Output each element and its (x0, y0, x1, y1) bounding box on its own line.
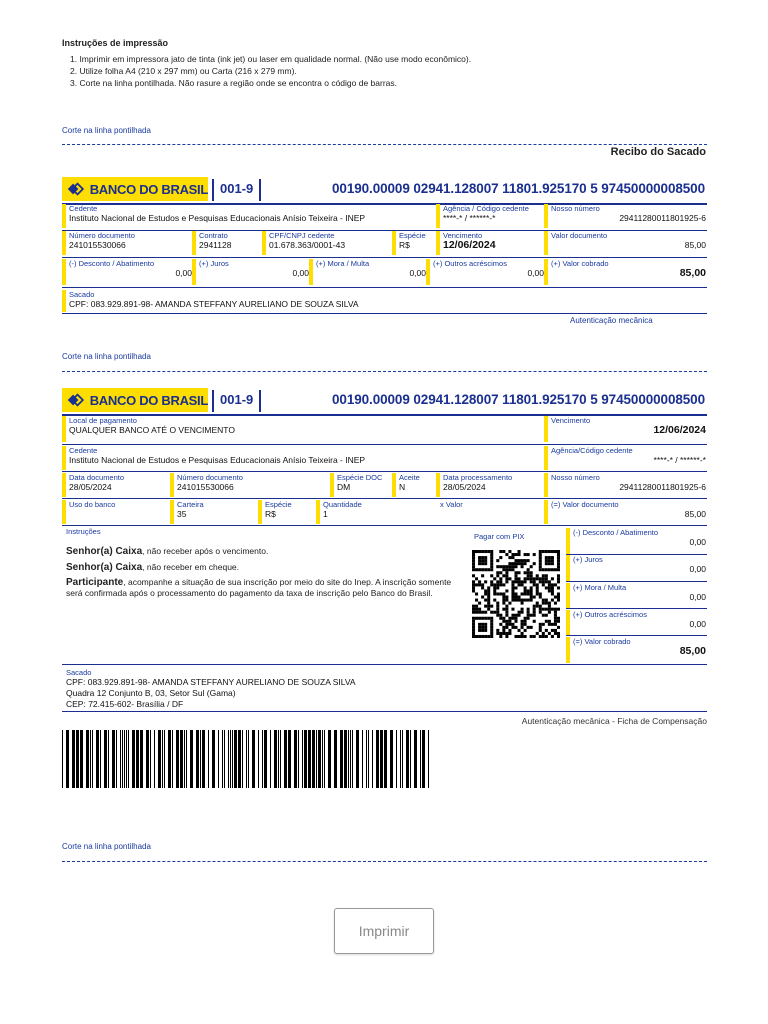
ficha-carteira: Carteira 35 (170, 500, 258, 524)
barcode-bar (402, 730, 403, 788)
barcode-bar (222, 730, 223, 788)
barcode-bar (316, 730, 317, 788)
barcode-bar (124, 730, 125, 788)
barcode-bar (334, 730, 337, 788)
barcode-bar (146, 730, 149, 788)
bank-logo-icon (66, 392, 84, 408)
receipt-title: Recibo do Sacado (610, 146, 706, 158)
bank-code: 001-9 (212, 179, 261, 201)
barcode-bar (140, 730, 143, 788)
barcode-bar (420, 730, 421, 788)
pix-label: Pagar com PIX (474, 532, 525, 541)
barcode-bar (100, 730, 101, 788)
cut-line (62, 861, 707, 862)
barcode-bar (396, 730, 397, 788)
ficha-numero-documento: Número documento 241015530066 (170, 473, 330, 497)
barcode-bar (390, 730, 393, 788)
barcode-bar (400, 730, 401, 788)
barcode (62, 730, 438, 788)
barcode-bar (122, 730, 123, 788)
bank-name: BANCO DO BRASIL (89, 181, 208, 197)
receipt-mora: (+) Mora / Multa 0,00 (309, 259, 426, 285)
receipt-nosso-numero: Nosso número 29411280011801925-6 (544, 204, 706, 228)
barcode-bar (176, 730, 179, 788)
barcode-bar (162, 730, 163, 788)
barcode-bar (202, 730, 205, 788)
ficha-caixa-1: Senhor(a) Caixa, não receber após o vencimento. (66, 546, 269, 557)
barcode-bar (340, 730, 343, 788)
receipt-cedente: Cedente Instituto Nacional de Estudos e Pesquisas Educacionais Anísio Teixeira - INEP (62, 204, 436, 228)
ficha-x-valor: x Valor (440, 500, 463, 509)
barcode-bar (150, 730, 151, 788)
barcode-bar (212, 730, 215, 788)
barcode-bar (258, 730, 259, 788)
barcode-bar (232, 730, 233, 788)
barcode-bar (280, 730, 281, 788)
receipt-numero-documento: Número documento 241015530066 (62, 231, 192, 255)
barcode-bar (264, 730, 267, 788)
barcode-bar (356, 730, 359, 788)
cut-line (62, 371, 707, 372)
barcode-bar (294, 730, 297, 788)
linha-digitavel: 00190.00009 02941.128007 11801.925170 5 97450000008500 (332, 181, 705, 196)
barcode-bar (128, 730, 129, 788)
barcode-bar (410, 730, 411, 788)
receipt-valor-documento: Valor documento 85,00 (544, 231, 706, 255)
ficha-juros: (+) Juros 0,00 (566, 555, 706, 581)
print-button[interactable]: Imprimir (334, 908, 434, 954)
barcode-bar (324, 730, 325, 788)
cut-line-label: Corte na linha pontilhada (62, 352, 151, 361)
barcode-bar (108, 730, 109, 788)
ficha-valor-documento: (=) Valor documento 85,00 (544, 500, 706, 524)
barcode-bar (120, 730, 121, 788)
ficha-autenticacao: Autenticação mecânica - Ficha de Compensação (521, 716, 707, 726)
barcode-bar (368, 730, 369, 788)
ficha-quantidade: Quantidade 1 (316, 500, 436, 524)
ficha-valor-cobrado: (=) Valor cobrado 85,00 (566, 637, 706, 663)
barcode-bar (252, 730, 255, 788)
cut-line-label: Corte na linha pontilhada (62, 126, 151, 135)
barcode-bar (180, 730, 183, 788)
barcode-bar (262, 730, 263, 788)
receipt-outros: (+) Outros acréscimos 0,00 (426, 259, 544, 285)
barcode-bar (90, 730, 91, 788)
barcode-bar (224, 730, 225, 788)
receipt-cpf-cnpj: CPF/CNPJ cedente 01.678.363/0001-43 (262, 231, 392, 255)
ficha-nosso-numero: Nosso número 29411280011801925-6 (544, 473, 706, 497)
bank-name: BANCO DO BRASIL (89, 392, 208, 408)
barcode-bar (228, 730, 229, 788)
barcode-bar (344, 730, 347, 788)
barcode-bar (284, 730, 287, 788)
barcode-bar (72, 730, 75, 788)
receipt-agencia: Agência / Código cedente ****-* / ******-* (436, 204, 544, 228)
barcode-bar (322, 730, 323, 788)
barcode-bar (96, 730, 99, 788)
receipt-sacado: Sacado CPF: 083.929.891-98- AMANDA STEFFANY AURELIANO DE SOUZA SILVA (62, 290, 707, 312)
barcode-bar (116, 730, 117, 788)
instruction-item: 1. Imprimir em impressora jato de tinta (ink jet) ou laser em qualidade normal. (Não use modo econômico). (70, 54, 472, 64)
barcode-bar (168, 730, 171, 788)
ficha-data-processamento: Data processamento 28/05/2024 (436, 473, 544, 497)
barcode-bar (62, 730, 63, 788)
linha-digitavel: 00190.00009 02941.128007 11801.925170 5 97450000008500 (332, 392, 705, 407)
barcode-bar (302, 730, 303, 788)
barcode-bar (350, 730, 351, 788)
print-instructions-title: Instruções de impressão (62, 38, 169, 48)
receipt-desconto: (-) Desconto / Abatimento 0,00 (62, 259, 192, 285)
barcode-bar (414, 730, 417, 788)
barcode-bar (366, 730, 367, 788)
receipt-contrato: Contrato 2941128 (192, 231, 262, 255)
barcode-bar (136, 730, 139, 788)
barcode-bar (76, 730, 79, 788)
ficha-especie-doc: Espécie DOC DM (330, 473, 392, 497)
ficha-desconto: (-) Desconto / Abatimento 0,00 (566, 528, 706, 554)
barcode-bar (298, 730, 299, 788)
ficha-aceite: Aceite N (392, 473, 436, 497)
barcode-bar (158, 730, 161, 788)
ficha-sacado: Sacado CPF: 083.929.891-98- AMANDA STEFFANY AURELIANO DE SOUZA SILVA Quadra 12 Conjunto B, 03, Setor Sul (Gama) CEP: 72.415-602- Brasília / DF (66, 668, 356, 709)
barcode-bar (208, 730, 209, 788)
barcode-bar (242, 730, 243, 788)
barcode-bar (372, 730, 373, 788)
receipt-especie: Espécie R$ (392, 231, 436, 255)
ficha-vencimento: Vencimento 12/06/2024 (544, 416, 706, 442)
barcode-bar (248, 730, 249, 788)
barcode-bar (92, 730, 93, 788)
barcode-bar (312, 730, 315, 788)
barcode-bar (406, 730, 409, 788)
instruction-item: 3. Corte na linha pontilhada. Não rasure a região onde se encontra o código de barras. (70, 78, 397, 88)
bank-logo (62, 388, 208, 412)
barcode-bar (172, 730, 173, 788)
print-instructions-list (70, 53, 471, 89)
ficha-cedente: Cedente Instituto Nacional de Estudos e Pesquisas Educacionais Anísio Teixeira - INEP (62, 446, 544, 470)
ficha-agencia: Agência/Código cedente ****-* / ******-* (544, 446, 706, 470)
barcode-bar (348, 730, 349, 788)
barcode-bar (86, 730, 89, 788)
barcode-bar (112, 730, 115, 788)
receipt-bank-header (62, 177, 707, 207)
barcode-bar (376, 730, 379, 788)
barcode-bar (308, 730, 311, 788)
barcode-bar (270, 730, 271, 788)
barcode-bar (422, 730, 425, 788)
ficha-outros: (+) Outros acréscimos 0,00 (566, 610, 706, 636)
barcode-bar (428, 730, 429, 788)
barcode-bar (66, 730, 69, 788)
barcode-bar (154, 730, 155, 788)
receipt-autenticacao: Autenticação mecânica (570, 316, 653, 325)
barcode-bar (238, 730, 241, 788)
barcode-bar (352, 730, 353, 788)
barcode-bar (184, 730, 185, 788)
ficha-data-documento: Data documento 28/05/2024 (62, 473, 170, 497)
barcode-bar (274, 730, 277, 788)
bank-logo-icon (66, 181, 84, 197)
barcode-bar (218, 730, 219, 788)
barcode-bar (278, 730, 279, 788)
ficha-especie: Espécie R$ (258, 500, 316, 524)
barcode-bar (104, 730, 107, 788)
barcode-bar (186, 730, 187, 788)
barcode-bar (288, 730, 291, 788)
barcode-bar (190, 730, 193, 788)
barcode-bar (380, 730, 383, 788)
barcode-bar (234, 730, 237, 788)
ficha-instrucoes-label: Instruções (66, 527, 101, 536)
barcode-bar (196, 730, 199, 788)
instruction-item: 2. Utilize folha A4 (210 x 297 mm) ou Carta (216 x 279 mm). (70, 66, 297, 76)
bank-logo (62, 177, 208, 201)
bank-code: 001-9 (212, 390, 261, 412)
barcode-bar (318, 730, 321, 788)
ficha-mora: (+) Mora / Multa 0,00 (566, 583, 706, 609)
receipt-vencimento: Vencimento 12/06/2024 (436, 231, 544, 255)
barcode-bar (132, 730, 135, 788)
ficha-local-pagamento: Local de pagamento QUALQUER BANCO ATÉ O VENCIMENTO (62, 416, 544, 442)
barcode-bar (304, 730, 307, 788)
barcode-bar (362, 730, 363, 788)
barcode-bar (80, 730, 83, 788)
ficha-uso-banco: Uso do banco (62, 500, 170, 524)
pix-qr-code (472, 550, 560, 638)
ficha-caixa-2: Senhor(a) Caixa, não receber em cheque. (66, 562, 240, 573)
barcode-bar (246, 730, 247, 788)
barcode-bar (200, 730, 201, 788)
cut-line (62, 144, 707, 145)
barcode-bar (384, 730, 387, 788)
receipt-juros: (+) Juros 0,00 (192, 259, 309, 285)
barcode-bar (126, 730, 127, 788)
cut-line-label: Corte na linha pontilhada (62, 842, 151, 851)
ficha-participante: Participante, acompanhe a situação de sua inscrição por meio do site do Inep. A inscrição somente será confirmada após o processamento do pagamento da taxa de inscrição pelo Banco do Brasil. (66, 577, 452, 598)
barcode-bar (230, 730, 231, 788)
barcode-bar (328, 730, 331, 788)
barcode-bar (164, 730, 165, 788)
ficha-bank-header (62, 388, 707, 418)
receipt-valor-cobrado: (+) Valor cobrado 85,00 (544, 259, 706, 285)
